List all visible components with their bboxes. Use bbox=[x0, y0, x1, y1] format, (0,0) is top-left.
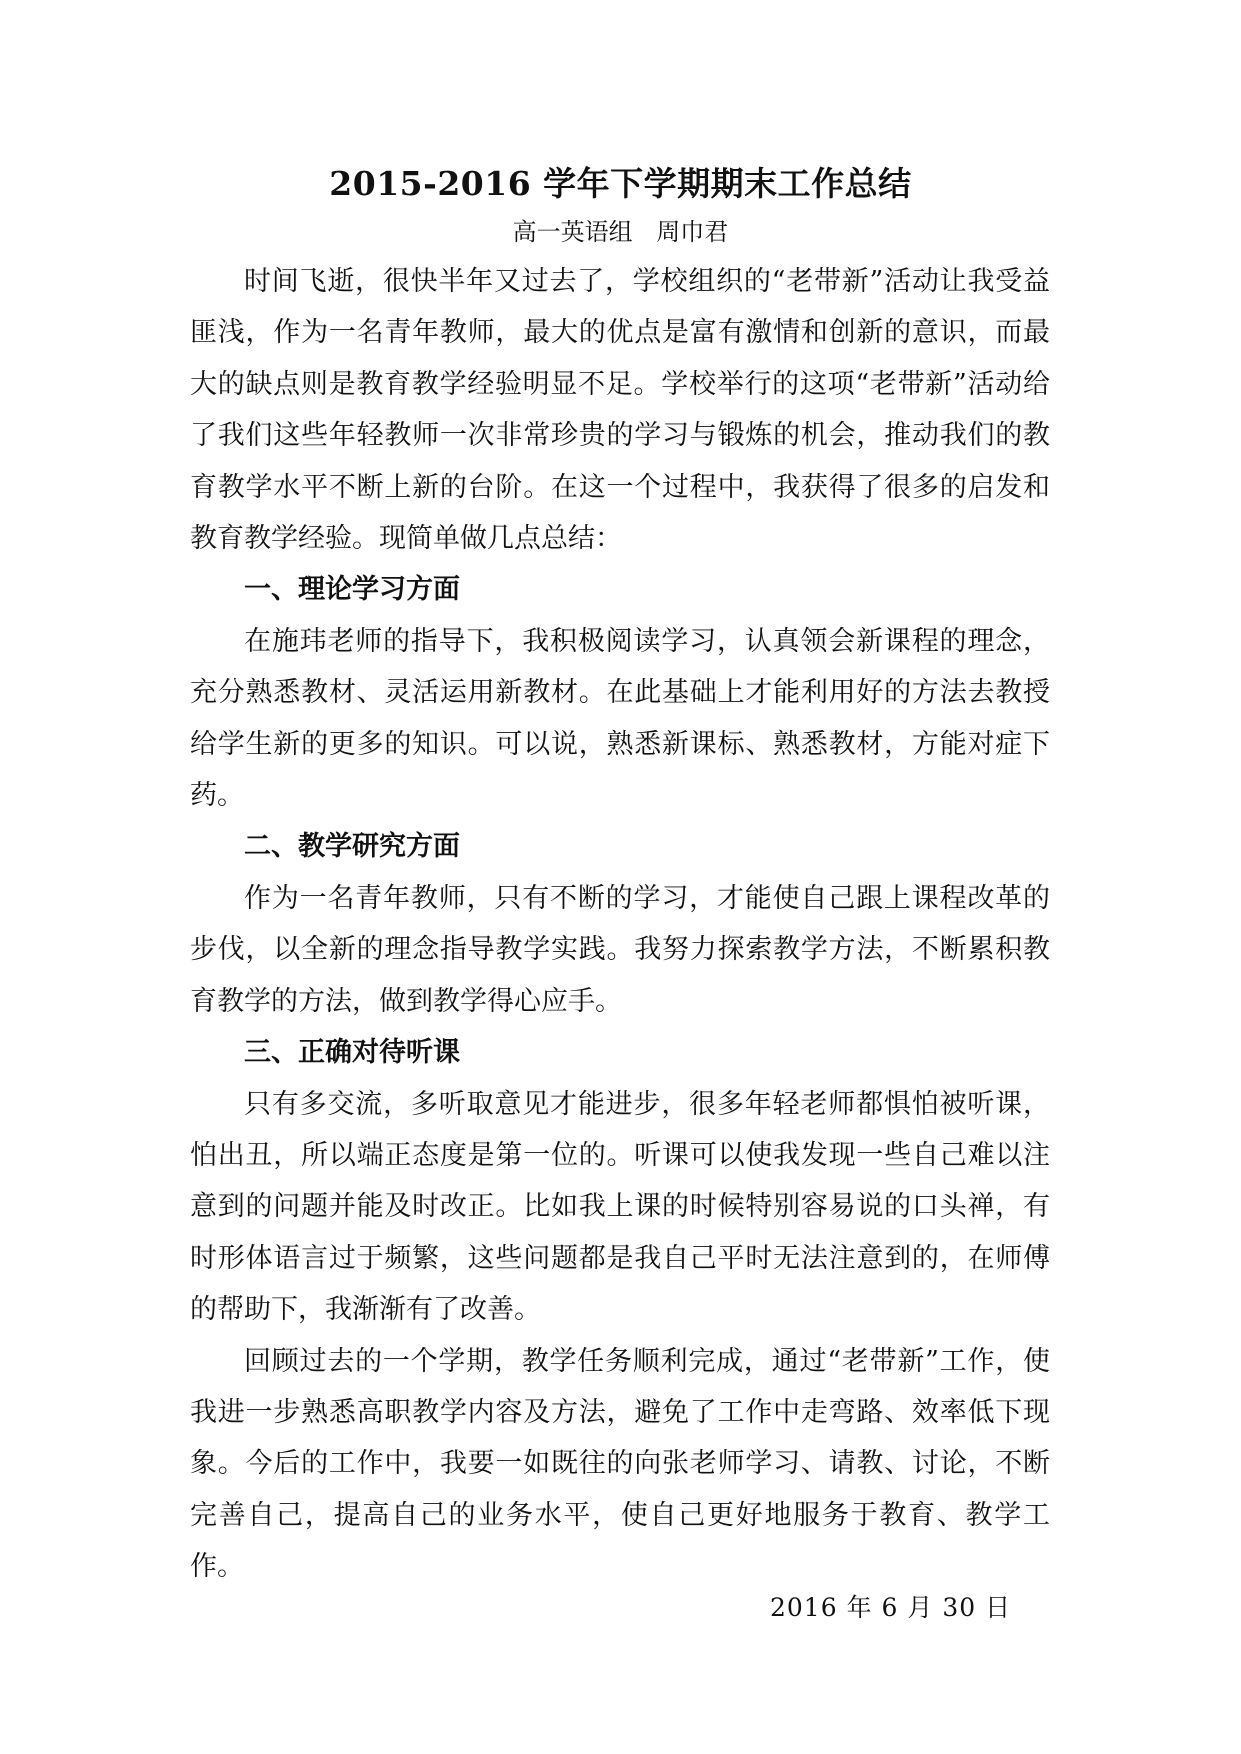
intro-paragraph: 时间飞逝，很快半年又过去了，学校组织的“老带新”活动让我受益匪浅，作为一名青年教师，最大的优点是富有激情和创新的意识，而最大的缺点则是教育教学经验明显不足。学校举行的这项“老带新”活动给了我们这些年轻教师一次非常珍贵的学习与锻炼的机会，推动我们的教育教学水平不断上新的台阶。在这一个过程中，我获得了很多的启发和教育教学经验。现简单做几点总结： bbox=[190, 266, 1050, 555]
section-text-theory: 在施玮老师的指导下，我积极阅读学习，认真领会新课程的理念，充分熟悉教材、灵活运用新教材。在此基础上才能利用好的方法去教授给学生新的更多的知识。可以说，熟悉新课标、熟悉教材，方能对症下药。 bbox=[190, 625, 1050, 812]
section-heading-theory: 一、理论学习方面 bbox=[244, 574, 460, 606]
conclusion-paragraph: 回顾过去的一个学期，教学任务顺利完成，通过“老带新”工作，使我进一步熟悉高职教学内容及方法，避免了工作中走弯路、效率低下现象。今后的工作中，我要一如既往的向张老师学习、请教、讨论，不断完善自己，提高自己的业务水平，使自己更好地服务于教育、教学工作。 bbox=[190, 1345, 1050, 1583]
document-date: 2016 年 6 月 30 日 bbox=[770, 1593, 1012, 1622]
document-author: 高一英语组 周巾君 bbox=[512, 218, 729, 246]
section-text-research: 作为一名青年教师，只有不断的学习，才能使自己跟上课程改革的步伐，以全新的理念指导教学实践。我努力探索教学方法，不断累积教育教学的方法，做到教学得心应手。 bbox=[190, 882, 1050, 1017]
section-heading-lesson-observation: 三、正确对待听课 bbox=[244, 1037, 460, 1069]
document-title: 2015-2016 学年下学期期末工作总结 bbox=[329, 164, 912, 203]
document-body bbox=[190, 256, 1050, 1593]
section-text-lesson-observation: 只有多交流，多听取意见才能进步，很多年轻老师都惧怕被听课，怕出丑，所以端正态度是第一位的。听课可以使我发现一些自己难以注意到的问题并能及时改正。比如我上课的时候特别容易说的口头禅，有时形体语言过于频繁，这些问题都是我自己平时无法注意到的，在师傅的帮助下，我渐渐有了改善。 bbox=[190, 1088, 1050, 1326]
section-heading-research: 二、教学研究方面 bbox=[244, 831, 460, 863]
